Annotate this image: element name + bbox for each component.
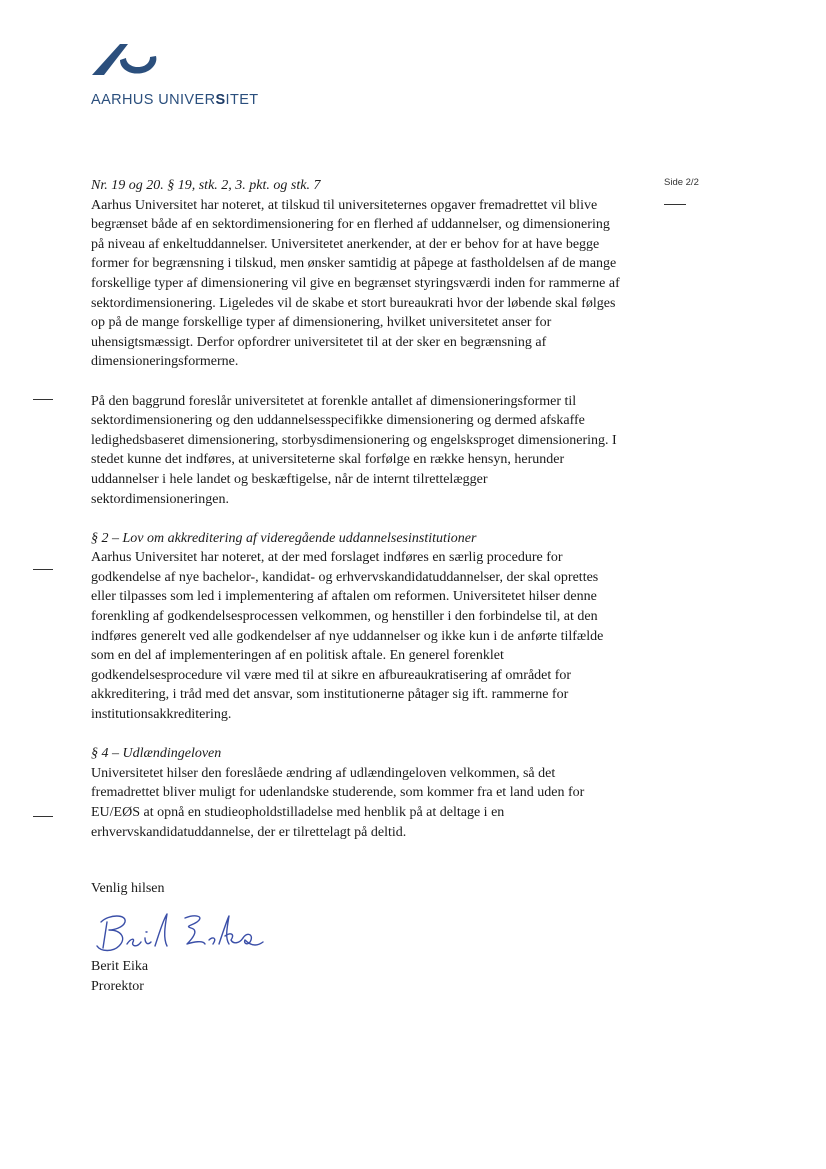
signer-title: Prorektor: [91, 979, 144, 994]
handwritten-signature: [93, 908, 273, 958]
au-logo-icon: [90, 40, 162, 78]
fold-mark-3: [33, 816, 53, 817]
signer-name: Berit Eika: [91, 959, 149, 974]
closing-greeting: Venlig hilsen: [91, 881, 165, 896]
signer-block: [91, 957, 148, 997]
section-paragraph: På den baggrund foreslår universitetet at forenkle antallet af dimensioneringsformer til sektordimensionering og den uddannelsesspecifikke dimensionering og dermed afskaffe ledighedsbaseret dimensionering, storbysdimensionering og engelsksproget dimensionering. I stedet kunne det indføres, at universiteterne skal forfølge en række hensyn, herunder uddannelser i hele landet og beskæftigelse, når de internt tilrettelægger sektordimensioneringen.: [91, 393, 617, 507]
section-heading: Nr. 19 og 20. § 19, stk. 2, 3. pkt. og stk. 7: [91, 178, 321, 193]
fold-mark-2: [33, 569, 53, 570]
letter-body: [91, 176, 623, 842]
section-heading: § 4 – Udlændingeloven: [91, 746, 222, 762]
section-heading: § 2 – Lov om akkreditering af videregående uddannelsesinstitutioner: [91, 530, 477, 546]
margin-rule-right: [664, 204, 686, 205]
section-paragraph: Aarhus Universitet har noteret, at der med forslaget indføres en særlig procedure for godkendelse af nye bachelor-, kandidat- og erhvervskandidatuddannelser, der skal oprettes eller tilpasses som led i implementering af aftalen om reformen. Universitetet hilser denne forenkling af godkendelsesprocessen velkommen, og henstiller i den forbindelse til, at den indføres generelt ved alle godkendelser af nye uddannelser og ikke kun i de anførte tilfælde som en del af implementeringen af en politisk aftale. En generel forenklet godkendelsesprocedure vil være med til at sikre en afbureaukratisering af området for akkreditering, i tråd med det ansvar, som institutionerne påtager sig ift. rammerne for institutionsakkreditering.: [91, 550, 604, 723]
logo-text: AARHUS UNIVERSITET: [91, 92, 259, 108]
section-paragraph: Aarhus Universitet har noteret, at tilskud til universiteternes opgaver fremadrettet vil blive begrænset både af en sektordimensionering for en flerhed af uddannelser, og dimensionering på niveau af enkeltuddannelser. Universitetet anerkender, at der er behov for at have begge former for begrænsning i tilskud, men ønsker samtidig at påpege at fastholdelsen af de mange forskellige typer af dimensionering vil give en begrænset styringsværdi inden for rammerne af sektordimensionering. Ligeledes vil de skabe et stort bureaukrati hvor der løbende skal følges op på de mange forskellige typer af dimensionering, hvilket universitetet anser for uhensigtsmæssigt. Derfor opfordrer universitetet til at der sker en begrænsning af dimensioneringsformerne.: [91, 197, 620, 370]
page-number: Side 2/2: [664, 177, 699, 188]
section-paragraph: Universitetet hilser den foreslåede ændring af udlændingeloven velkommen, så det fremadrettet bliver muligt for udenlandske studerende, som kommer fra et land uden for EU/EØS at opnå en studieopholdstilladelse med henblik på at deltage i en erhvervskandidatuddannelse, der er tilrettelagt på deltid.: [91, 765, 585, 840]
fold-mark-1: [33, 399, 53, 400]
